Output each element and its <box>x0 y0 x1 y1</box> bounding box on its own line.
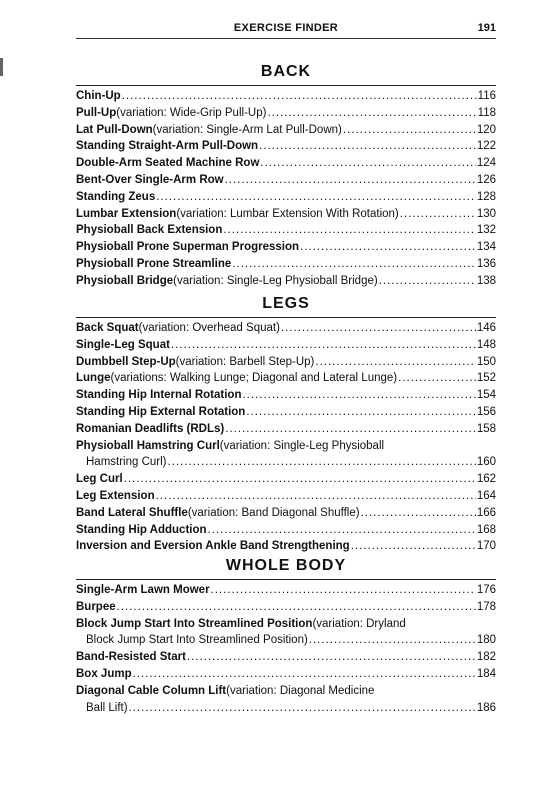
entry-line <box>76 320 496 337</box>
dot-leader <box>171 337 476 354</box>
entry-list <box>76 88 496 290</box>
section-legs <box>76 294 496 555</box>
entry-line <box>76 387 496 404</box>
toc-entry <box>76 421 496 438</box>
exercise-variation-continued: Hamstring Curl) <box>86 456 167 469</box>
entry-line <box>76 206 496 223</box>
entry-line <box>76 105 496 122</box>
entry-page-number: 130 <box>476 207 496 220</box>
exercise-name: Standing Hip External Rotation <box>76 405 246 418</box>
entry-line <box>76 155 496 172</box>
entry-page-number: 168 <box>476 523 496 536</box>
toc-entry <box>76 488 496 505</box>
entry-line <box>76 239 496 256</box>
entry-line <box>76 122 496 139</box>
toc-entry <box>76 438 496 472</box>
entry-page-number: 160 <box>476 456 496 469</box>
exercise-name: Physioball Back Extension <box>76 224 223 237</box>
toc-entry <box>76 337 496 354</box>
exercise-name: Inversion and Eversion Ankle Band Strengthening <box>76 540 350 553</box>
toc-entry <box>76 538 496 555</box>
toc-entry <box>76 256 496 273</box>
exercise-name: Physioball Prone Superman Progression <box>76 241 300 254</box>
exercise-name: Physioball Hamstring Curl <box>76 439 220 452</box>
exercise-name: Standing Hip Adduction <box>76 523 207 536</box>
entry-page-number: 164 <box>476 489 496 502</box>
entry-page-number: 132 <box>476 224 496 237</box>
toc-entry <box>76 616 496 650</box>
exercise-variation: (variation: Barbell Step-Up) <box>175 355 315 368</box>
entry-line <box>76 354 496 371</box>
exercise-name: Standing Hip Internal Rotation <box>76 389 242 402</box>
dot-leader <box>122 88 477 105</box>
entry-line <box>76 522 496 539</box>
toc-entry <box>76 683 496 717</box>
toc-entry <box>76 105 496 122</box>
entry-line <box>76 337 496 354</box>
entry-page-number: 138 <box>476 274 496 287</box>
exercise-name: Chin-Up <box>76 90 121 102</box>
entry-page-number: 162 <box>476 473 496 486</box>
exercise-name: Lat Pull-Down <box>76 123 153 136</box>
toc-entry <box>76 505 496 522</box>
entry-page-number: 126 <box>476 173 496 186</box>
entry-page-number: 152 <box>476 372 496 385</box>
running-head <box>76 18 496 38</box>
exercise-name: Band Lateral Shuffle <box>76 506 188 519</box>
toc-entry <box>76 206 496 223</box>
dot-leader <box>351 538 476 555</box>
header-rule <box>76 38 496 39</box>
dot-leader <box>309 632 476 649</box>
entry-line <box>76 370 496 387</box>
dot-leader <box>361 505 476 522</box>
entry-list <box>76 582 496 716</box>
dot-leader <box>260 155 475 172</box>
exercise-name: Physioball Prone Streamline <box>76 257 232 270</box>
entry-page-number: 150 <box>476 355 496 368</box>
exercise-variation: (variation: Single-Leg Physioball <box>219 439 385 452</box>
exercise-name: Pull-Up <box>76 106 117 119</box>
entry-page-number: 148 <box>476 338 496 351</box>
dot-leader <box>129 700 476 717</box>
exercise-variation: (variation: Wide-Grip Pull-Up) <box>116 106 267 119</box>
exercise-name: Burpee <box>76 600 116 613</box>
entry-line <box>76 256 496 273</box>
exercise-name: Band-Resisted Start <box>76 651 186 664</box>
entry-continuation-line <box>76 454 496 471</box>
exercise-variation-continued: Block Jump Start Into Streamlined Position) <box>86 634 308 647</box>
dot-leader <box>232 256 476 273</box>
dot-leader <box>117 599 476 616</box>
entry-page-number: 186 <box>476 701 496 714</box>
entry-line <box>76 488 496 505</box>
entry-page-number: 176 <box>476 584 496 596</box>
entry-page-number: 122 <box>476 140 496 153</box>
entry-line <box>76 599 496 616</box>
dot-leader <box>225 172 476 189</box>
dot-leader <box>281 320 476 337</box>
entry-page-number: 184 <box>476 667 496 680</box>
entry-line <box>76 505 496 522</box>
toc-entry <box>76 172 496 189</box>
entry-line <box>76 582 496 599</box>
section-rule <box>76 579 496 580</box>
running-title: EXERCISE FINDER <box>233 22 339 34</box>
section-heading: BACK <box>260 63 312 80</box>
entry-page-number: 154 <box>476 389 496 402</box>
entry-page-number: 134 <box>476 241 496 254</box>
exercise-variation: (variation: Band Diagonal Shuffle) <box>187 506 360 519</box>
dot-leader <box>124 471 476 488</box>
dot-leader <box>379 273 476 290</box>
entry-continuation-line <box>76 700 496 717</box>
exercise-name: Standing Straight-Arm Pull-Down <box>76 140 259 153</box>
dot-leader <box>156 488 476 505</box>
dot-leader <box>225 421 476 438</box>
entry-line <box>76 538 496 555</box>
exercise-name: Back Squat <box>76 322 139 334</box>
toc-entry <box>76 138 496 155</box>
entry-line <box>76 666 496 683</box>
toc-entry <box>76 404 496 421</box>
entry-line <box>76 88 496 105</box>
section-rule <box>76 317 496 318</box>
exercise-name: Diagonal Cable Column Lift <box>76 684 227 697</box>
toc-entry <box>76 354 496 371</box>
toc-entry <box>76 387 496 404</box>
toc-entry <box>76 582 496 599</box>
dot-leader <box>211 582 476 599</box>
entry-list <box>76 320 496 555</box>
toc-entry <box>76 649 496 666</box>
toc-entry <box>76 122 496 139</box>
dot-leader <box>168 454 476 471</box>
exercise-variation: (variations: Walking Lunge; Diagonal and Lateral Lunge) <box>110 372 398 385</box>
dot-leader <box>223 222 475 239</box>
dot-leader <box>315 354 475 371</box>
exercise-name: Block Jump Start Into Streamlined Position <box>76 617 313 630</box>
entry-line <box>76 189 496 206</box>
section-whole-body <box>76 556 496 716</box>
toc-entry <box>76 471 496 488</box>
entry-page-number: 156 <box>476 405 496 418</box>
entry-page-number: 118 <box>477 106 496 119</box>
exercise-variation: (variation: Overhead Squat) <box>138 322 280 334</box>
entry-line <box>76 273 496 290</box>
exercise-name: Physioball Bridge <box>76 274 174 287</box>
section-heading: LEGS <box>262 295 310 312</box>
entry-page-number: 120 <box>476 123 496 136</box>
toc-entry <box>76 666 496 683</box>
entry-page-number: 116 <box>477 90 496 102</box>
toc-entry <box>76 189 496 206</box>
page-edge-mark <box>0 58 3 76</box>
entry-page-number: 170 <box>476 540 496 553</box>
exercise-variation-continued: Ball Lift) <box>86 701 128 714</box>
toc-entry <box>76 599 496 616</box>
entry-page-number: 146 <box>476 322 496 334</box>
dot-leader <box>246 404 476 421</box>
entry-continuation-line <box>76 632 496 649</box>
entry-line <box>76 683 496 700</box>
exercise-name: Double-Arm Seated Machine Row <box>76 157 260 170</box>
exercise-variation: (variation: Dryland <box>312 617 406 630</box>
exercise-variation: (variation: Single-Leg Physioball Bridge) <box>173 274 378 287</box>
exercise-name: Lumbar Extension <box>76 207 177 220</box>
dot-leader <box>187 649 476 666</box>
section-rule <box>76 85 496 86</box>
exercise-name: Box Jump <box>76 667 132 680</box>
exercise-variation: (variation: Lumbar Extension With Rotation) <box>176 207 399 220</box>
entry-line <box>76 172 496 189</box>
entry-page-number: 158 <box>476 422 496 435</box>
dot-leader <box>133 666 476 683</box>
entry-page-number: 166 <box>476 506 496 519</box>
entry-page-number: 128 <box>476 190 496 203</box>
entry-page-number: 178 <box>476 600 496 613</box>
exercise-name: Romanian Deadlifts (RDLs) <box>76 422 225 435</box>
toc-entry <box>76 222 496 239</box>
dot-leader <box>156 189 476 206</box>
toc-entry <box>76 239 496 256</box>
exercise-name: Standing Zeus <box>76 190 156 203</box>
dot-leader <box>398 370 476 387</box>
toc-entry <box>76 320 496 337</box>
dot-leader <box>343 122 476 139</box>
exercise-variation: (variation: Diagonal Medicine <box>226 684 375 697</box>
toc-entry <box>76 522 496 539</box>
dot-leader <box>400 206 476 223</box>
toc-entry <box>76 88 496 105</box>
dot-leader <box>259 138 476 155</box>
exercise-variation: (variation: Single-Arm Lat Pull-Down) <box>152 123 342 136</box>
exercise-name: Single-Arm Lawn Mower <box>76 584 210 596</box>
exercise-name: Single-Leg Squat <box>76 338 170 351</box>
entry-line <box>76 438 496 455</box>
exercise-name: Leg Extension <box>76 489 155 502</box>
entry-line <box>76 421 496 438</box>
entry-page-number: 182 <box>476 651 496 664</box>
entry-line <box>76 404 496 421</box>
toc-entry <box>76 273 496 290</box>
dot-leader <box>208 522 476 539</box>
entry-line <box>76 616 496 633</box>
toc-entry <box>76 155 496 172</box>
dot-leader <box>242 387 475 404</box>
exercise-name: Bent-Over Single-Arm Row <box>76 173 224 186</box>
entry-line <box>76 138 496 155</box>
entry-page-number: 136 <box>476 257 496 270</box>
section-heading: WHOLE BODY <box>225 557 347 574</box>
entry-line <box>76 222 496 239</box>
section-back <box>76 62 496 290</box>
entry-page-number: 180 <box>476 634 496 647</box>
page-number: 191 <box>477 22 496 34</box>
dot-leader <box>267 105 476 122</box>
exercise-name: Leg Curl <box>76 473 123 486</box>
toc-entry <box>76 370 496 387</box>
entry-line <box>76 471 496 488</box>
entry-page-number: 124 <box>476 157 496 170</box>
exercise-name: Dumbbell Step-Up <box>76 355 176 368</box>
dot-leader <box>300 239 476 256</box>
entry-line <box>76 649 496 666</box>
exercise-name: Lunge <box>76 372 111 385</box>
